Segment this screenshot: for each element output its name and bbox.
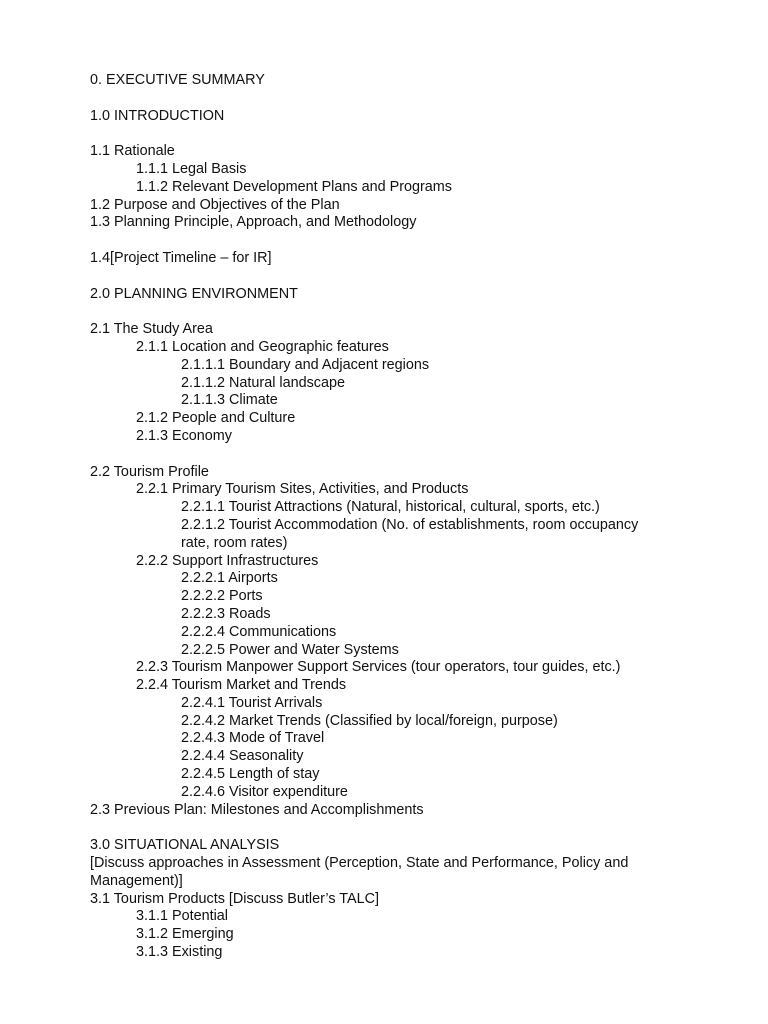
toc-subsubitem: 2.2.1.1 Tourist Attractions (Natural, historical, cultural, sports, etc.) [181,499,600,516]
toc-subsubitem-continuation: rate, room rates) [181,534,288,551]
toc-subitem: 2.2.3 Tourism Manpower Support Services (tour operators, tour guides, etc.) [136,659,621,676]
toc-subsubitem: 2.2.4.6 Visitor expenditure [181,783,348,800]
toc-heading: 1.0 INTRODUCTION [90,107,225,124]
toc-item: 2.3 Previous Plan: Milestones and Accomplishments [90,801,424,818]
toc-subsubitem: 2.2.4.3 Mode of Travel [181,730,325,747]
toc-item: 1.2 Purpose and Objectives of the Plan [90,196,340,213]
toc-subsubitem: 2.2.2.2 Ports [181,588,263,605]
toc-note-continuation: Management)] [90,872,183,889]
toc-item: 1.3 Planning Principle, Approach, and Methodology [90,214,417,231]
toc-subitem: 1.1.2 Relevant Development Plans and Programs [136,178,452,195]
toc-heading: 0. EXECUTIVE SUMMARY [90,72,265,88]
toc-subitem: 3.1.3 Existing [136,944,223,961]
toc-subitem: 2.2.4 Tourism Market and Trends [136,677,347,694]
toc-subitem: 2.2.2 Support Infrastructures [136,552,319,569]
toc-subitem: 2.1.1 Location and Geographic features [136,338,389,355]
toc-subsubitem: 2.2.2.3 Roads [181,605,271,622]
toc-subsubitem: 2.2.4.5 Length of stay [181,766,320,783]
toc-subsubitem: 2.1.1.2 Natural landscape [181,374,346,391]
toc-subsubitem: 2.2.2.1 Airports [181,570,278,587]
toc-subitem: 3.1.2 Emerging [136,926,234,943]
toc-subsubitem: 2.2.2.5 Power and Water Systems [181,641,399,658]
toc-subsubitem: 2.2.1.2 Tourist Accommodation (No. of establishments, room occupancy [181,516,639,533]
toc-heading: 2.0 PLANNING ENVIRONMENT [90,285,298,302]
toc-subsubitem: 2.2.4.4 Seasonality [181,748,304,765]
toc-subsubitem: 2.2.4.1 Tourist Arrivals [181,694,323,711]
table-of-contents-outline [90,72,690,962]
toc-item: 3.1 Tourism Products [Discuss Butler’s TALC] [90,890,379,907]
toc-heading: 3.0 SITUATIONAL ANALYSIS [90,837,280,854]
toc-subsubitem: 2.1.1.1 Boundary and Adjacent regions [181,356,430,373]
toc-note: [Discuss approaches in Assessment (Perception, State and Performance, Policy and [90,855,629,872]
toc-item: 1.4[Project Timeline – for IR] [90,249,272,266]
toc-subitem: 2.2.1 Primary Tourism Sites, Activities, and Products [136,481,469,498]
toc-subsubitem: 2.2.2.4 Communications [181,623,337,640]
toc-item: 2.1 The Study Area [90,321,213,338]
toc-item: 2.2 Tourism Profile [90,463,209,480]
toc-subitem: 2.1.3 Economy [136,427,232,444]
toc-subitem: 1.1.1 Legal Basis [136,160,247,177]
toc-item: 1.1 Rationale [90,143,175,160]
toc-subsubitem: 2.2.4.2 Market Trends (Classified by local/foreign, purpose) [181,712,558,729]
toc-subitem: 3.1.1 Potential [136,908,229,925]
toc-subsubitem: 2.1.1.3 Climate [181,392,278,409]
toc-subitem: 2.1.2 People and Culture [136,410,296,427]
